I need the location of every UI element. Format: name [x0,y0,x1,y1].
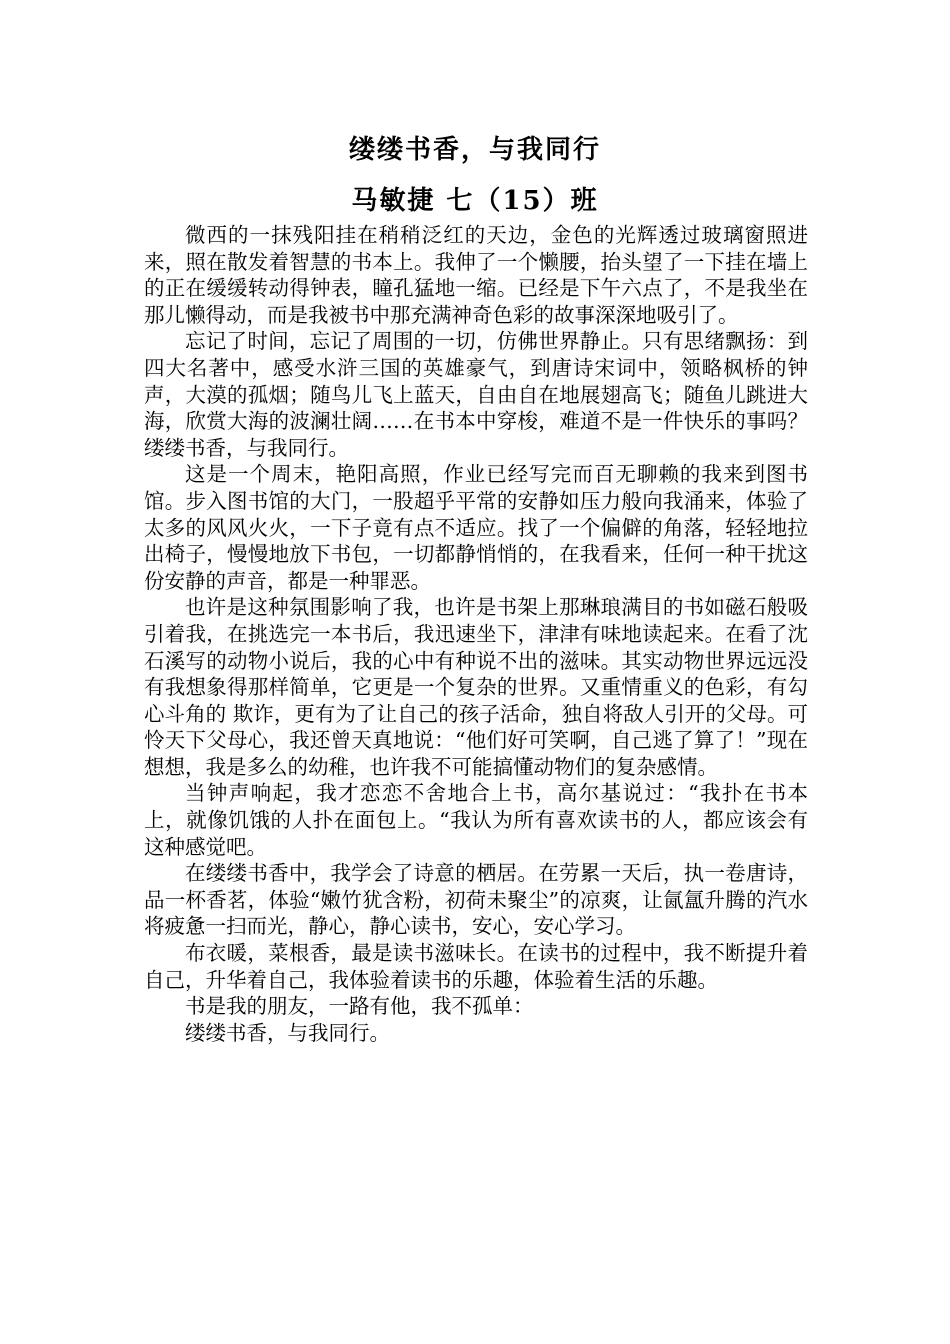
paragraph: 缕缕书香，与我同行。 [185,1020,390,1045]
paragraph: 忘记了时间，忘记了周围的一切，仿佛世界静止。只有思绪飘扬：到四大名著中，感受水浒三国的英雄豪气，到唐诗宋词中，领略枫桥的钟声，大漠的孤烟；随鸟儿飞上蓝天，自由自在地展翅高飞；随鱼儿跳进大海，欣赏大海的波澜壮阔……在书本中穿梭，难道不是一件快乐的事吗？缕缕书香，与我同行。 [144,329,808,460]
paragraph: 在缕缕书香中，我学会了诗意的栖居。在劳累一天后，执一卷唐诗，品一杯香茗，体验“嫩竹犹含粉，初荷未聚尘”的凉爽，让氤氲升腾的汽水将疲惫一扫而光，静心，静心读书，安心，安心学习。 [144,861,808,939]
essay-body [144,222,808,1046]
paragraph: 布衣暖，菜根香，最是读书滋味长。在读书的过程中，我不断提升着自己，升华着自己，我体验着读书的乐趣，体验着生活的乐趣。 [144,941,808,992]
paragraph: 这是一个周末，艳阳高照，作业已经写完而百无聊赖的我来到图书馆。步入图书馆的大门，一股超乎平常的安静如压力般向我涌来，体验了太多的风风火火，一下子竟有点不适应。找了一个偏僻的角落，轻轻地拉出椅子，慢慢地放下书包，一切都静悄悄的，在我看来，任何一种干扰这份安静的声音，都是一种罪恶。 [144,462,808,593]
paragraph: 当钟声响起，我才恋恋不舍地合上书，高尔基说过：“我扑在书本上，就像饥饿的人扑在面包上。“我认为所有喜欢读书的人，都应该会有这种感觉吧。 [144,781,808,859]
paragraph: 微西的一抹残阳挂在稍稍泛红的天边，金色的光辉透过玻璃窗照进来，照在散发着智慧的书本上。我伸了一个懒腰，抬头望了一下挂在墙上的正在缓缓转动得钟表，瞳孔猛地一缩。已经是下午六点了，不是我坐在那儿懒得动，而是我被书中那充满神奇色彩的故事深深地吸引了。 [144,223,808,327]
paragraph: 书是我的朋友，一路有他，我不孤单： [185,994,534,1019]
paragraph: 也许是这种氛围影响了我，也许是书架上那琳琅满目的书如磁石般吸引着我，在挑选完一本书后，我迅速坐下，津津有味地读起来。在看了沈石溪写的动物小说后，我的心中有种说不出的滋味。其实动物世界远远没有我想象得那样简单，它更是一个复杂的世界。又重情重义的色彩，有勾心斗角的 欺诈，更有为了让自己的孩子活命，独自将敌人引开的父母。可怜天下父母心，我还曾天真地说：“他们好可笑啊，自己逃了算了！”现在想想，我是多么的幼稚，也许我不可能搞懂动物们的复杂感情。 [144,595,808,779]
essay-title: 缕缕书香，与我同行 [348,135,601,165]
author-line: 马敏捷 七（15）班 [351,186,599,216]
